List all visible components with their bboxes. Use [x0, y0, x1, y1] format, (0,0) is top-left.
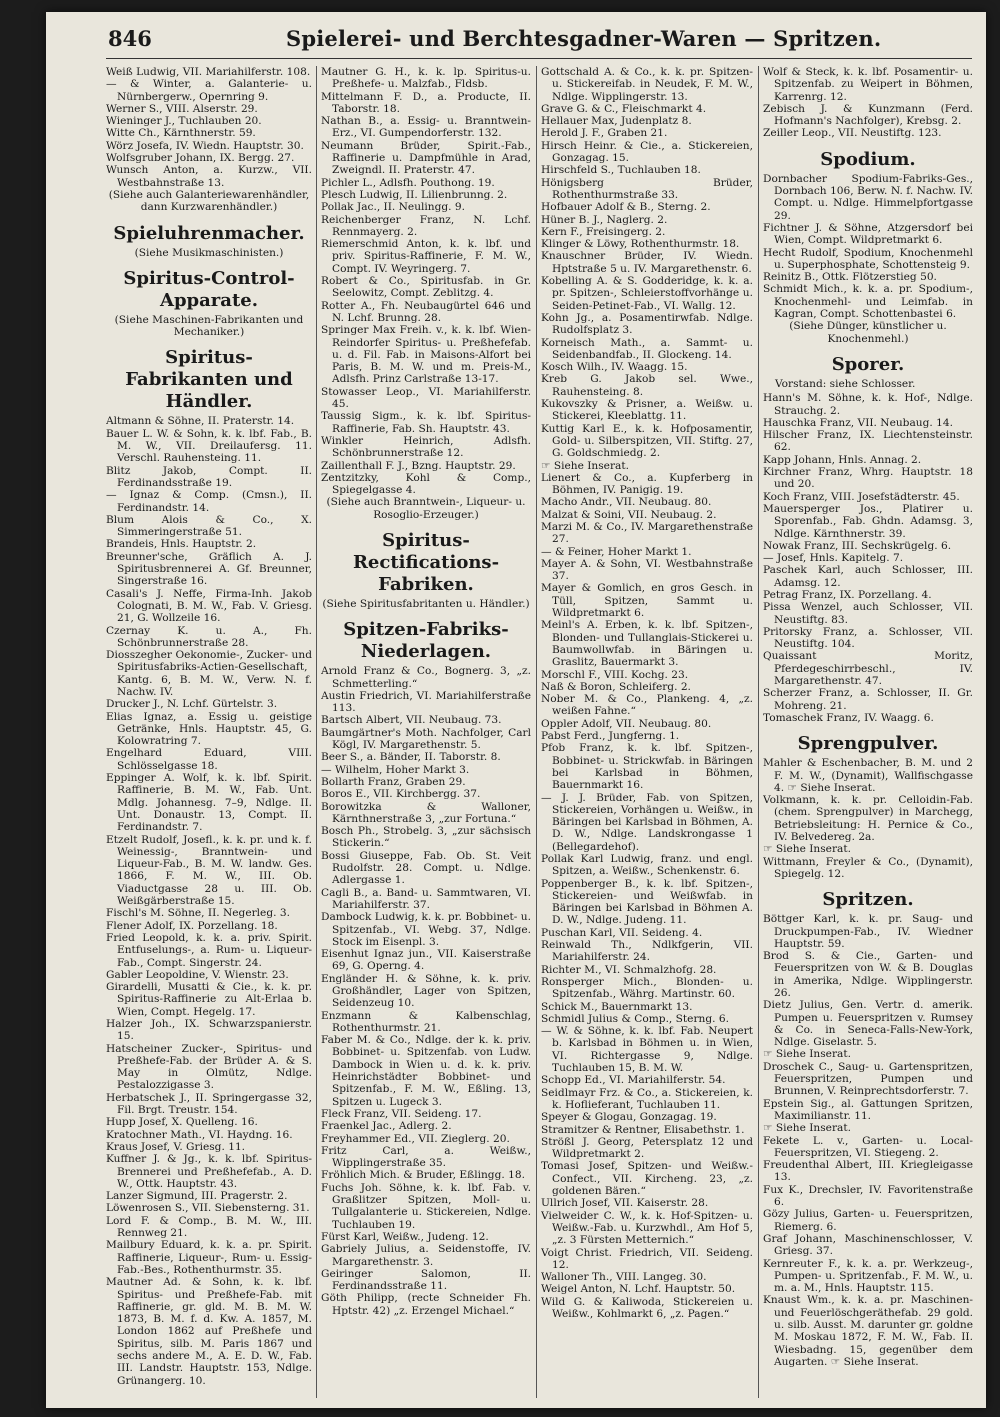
directory-entry: Fritz Carl, a. Weißw., Wipplingerstraße 35. — [321, 1144, 531, 1170]
directory-entry: Weigel Anton, N. Lchf. Hauptstr. 50. — [541, 1283, 736, 1296]
directory-entry: Schmidl Julius & Comp., Sterng. 6. — [541, 1012, 729, 1025]
directory-entry: Geiringer Salomon, II. Ferdinandsstraße 11. — [321, 1267, 531, 1293]
directory-entry: Pollak Karl Ludwig, franz. und engl. Spitzen, a. Weißw., Schenkenstr. 6. — [541, 853, 753, 878]
directory-entry: Blum Alois & Co., X. Simmeringerstraße 51. — [106, 513, 312, 539]
directory-entry: Vielweider C. W., k. k. Hof-Spitzen- u. Weißw.-Fab. u. Kurzwhdl., Am Hof 5, „z. 3 Fürsten Metternich.“ — [541, 1209, 753, 1247]
cross-reference-note: (Siehe auch Branntwein-, Liqueur- u. Rosoglio-Erzeuger.) — [326, 496, 526, 521]
directory-entry: Drucker J., N. Lchf. Gürtelstr. 3. — [106, 698, 278, 711]
directory-entry: Fux K., Drechsler, IV. Favoritenstraße 6. — [763, 1183, 973, 1209]
directory-entry: Eisenhut Ignaz jun., VII. Kaiserstraße 69, G. Operng. 4. — [321, 948, 531, 973]
cross-reference-note: (Siehe Maschinen-Fabrikanten und Mechaniker.) — [114, 313, 304, 339]
directory-entry: Hofbauer Adolf & B., Sterng. 2. — [541, 201, 711, 214]
directory-entry: Gottschald A. & Co., k. k. pr. Spitzen- u. Stickereifab. in Neudek, F. M. W., Ndlge. Wipplingerstr. 13. — [541, 66, 753, 103]
directory-entry: Quaissant Moritz, Pferdegeschirrbeschl., IV. Margarethenstr. 47. — [763, 650, 973, 688]
directory-entry: Blitz Jakob, Compt. II. Ferdinandsstraße 19. — [106, 464, 312, 489]
directory-entry: Wunsch Anton, a. Kurzw., VII. Westbahnstraße 13. — [106, 164, 312, 189]
directory-entry: Wittmann, Freyler & Co., (Dynamit), Spiegelg. 12. — [763, 855, 973, 880]
directory-entry: Morschl F., VIII. Kochg. 23. — [541, 668, 689, 681]
directory-entry: Korneisch Math., a. Sammt- u. Seidenbandfab., II. Glockeng. 14. — [541, 336, 753, 361]
sub-note: Vorstand: siehe Schlosser. — [775, 377, 916, 390]
column-divider — [758, 66, 759, 1398]
directory-entry: Kraus Josef, V. Griesg. 11. — [106, 1140, 246, 1153]
directory-entry: Fekete L. v., Garten- u. Local-Feuerspritzen, VI. Stiegeng. 2. — [763, 1134, 973, 1159]
directory-entry: Malzat & Soini, VII. Neubaug. 2. — [541, 508, 717, 521]
directory-entry: Plesch Ludwig, II. Lilienbrunng. 2. — [321, 188, 508, 201]
directory-entry: Kohn Jg., a. Posamentirwfab. Ndlge. Rudolfsplatz 3. — [541, 311, 753, 337]
directory-entry: Ronsperger Mich., Blonden- u. Spitzenfab., Währg. Martinstr. 60. — [541, 975, 753, 1001]
section-heading: Spiritus-Control-Apparate. — [123, 267, 295, 311]
directory-entry: Kirchner Franz, Whrg. Hauptstr. 18 und 20. — [763, 466, 973, 491]
cross-reference-note: (Siehe Musikmaschinisten.) — [134, 246, 284, 259]
directory-entry: Schmidt Mich., k. k. a. pr. Spodium-, Knochenmehl- und Leimfab. in Kagran, Compt. Schottenbastei 6. — [763, 283, 973, 321]
directory-entry: — Ignaz & Comp. (Cmsn.), II. Ferdinandstr. 14. — [106, 489, 312, 514]
directory-entry: Weiß Ludwig, VII. Mariahilferstr. 108. — [106, 66, 311, 78]
directory-entry: Lanzer Sigmund, III. Pragerstr. 2. — [106, 1190, 288, 1203]
directory-entry: Petrag Franz, IX. Porzellang. 4. — [763, 588, 932, 601]
directory-entry: Göth Philipp, (recte Schneider Fh. Hptstr. 42) „z. Erzengel Michael.“ — [321, 1292, 531, 1317]
directory-entry: Droschek C., Saug- u. Gartenspritzen, Feuerspritzen, Pumpen und Brunnen, V. Reinprechtsdorferstr. 7. — [763, 1060, 973, 1098]
cross-reference-note: (Siehe auch Galanteriewarenhändler, dann Kurzwarenhändler.) — [108, 188, 310, 214]
directory-entry: Cagli B., a. Band- u. Sammtwaren, VI. Mariahilferstr. 37. — [321, 886, 531, 911]
directory-entry: Gabler Leopoldine, V. Wienstr. 23. — [106, 968, 289, 981]
directory-entry: — Josef, Hnls. Kapitelg. 7. — [763, 552, 904, 565]
directory-entry: Voigt Christ. Friedrich, VII. Seideng. 12. — [541, 1246, 753, 1271]
directory-entry: Stowasser Leop., VI. Mariahilferstr. 45. — [321, 385, 531, 411]
directory-entry: Wörz Josefa, IV. Wiedn. Hauptstr. 30. — [106, 139, 304, 152]
directory-entry: Faber M. & Co., Ndlge. der k. k. priv. Bobbinet- u. Spitzenfab. von Ludw. Dambock in Wien u. d. k. k. priv. Heinrichstädter Bobbinet- und Spitzenfab., F. M. W., Eßling. 13, Spitzen u. Lugeck 3. — [321, 1034, 531, 1108]
directory-entry: Paschek Karl, auch Schlosser, III. Adamsg. 12. — [763, 564, 973, 589]
directory-entry: Hirsch Heinr. & Cie., a. Stickereien, Gonzagag. 15. — [541, 139, 753, 165]
directory-entry: — J. J. Brüder, Fab. von Spitzen, Stickereien, Vorhängen u. Weißw., in Bäringen bei Karlsbad in Böhmen, A. D. W., Ndlge. Landskrongasse 1 (Bellegardehof). — [541, 791, 753, 853]
directory-entry: Brandeis, Hnls. Hauptstr. 2. — [106, 538, 257, 551]
directory-entry: Mayer A. & Sohn, VI. Westbahnstraße 37. — [541, 557, 753, 583]
directory-entry: Volkmann, k. k. pr. Celloidin-Fab. (chem. Sprengpulver) in Marchegg, Betriebsleitung: H. Pernice & Co., IV. Belvedereg. 2a. — [763, 794, 973, 844]
directory-entry: ☞ Siehe Inserat. — [763, 1122, 851, 1135]
directory-entry: ☞ Siehe Inserat. — [763, 843, 851, 856]
directory-entry: Gözy Julius, Garten- u. Feuerspritzen, Riemerg. 6. — [763, 1208, 973, 1233]
directory-entry: Brod S. & Cie., Garten- und Feuerspritzen von W. & B. Douglas in Amerika, Ndlge. Wipplingerstr. 26. — [763, 950, 973, 999]
directory-entry: Zebisch J. & Kunzmann (Ferd. Hofmann's Nachfolger), Krebsg. 2. — [763, 102, 973, 128]
directory-entry: Enzmann & Kalbenschlag, Rothenthurmstr. 21. — [321, 1009, 531, 1034]
directory-entry: Zeiller Leop., VII. Neustiftg. 123. — [763, 127, 942, 140]
directory-entry: Scherzer Franz, a. Schlosser, II. Gr. Mohreng. 21. — [763, 687, 973, 712]
directory-entry: Kuttig Karl E., k. k. Hofposamentir, Gold- u. Silberspitzen, VII. Stiftg. 27, G. Goldschmiedg. 2. — [541, 422, 753, 460]
directory-entry: Pritorsky Franz, a. Schlosser, VII. Neustiftg. 104. — [763, 625, 973, 651]
directory-entry: Dietz Julius, Gen. Vertr. d. amerik. Pumpen u. Feuerspritzen v. Rumsey & Co. in Seneca-Falls-New-York, Ndlge. Giselastr. 5. — [763, 999, 973, 1049]
directory-entry: Puschan Karl, VII. Seideng. 4. — [541, 926, 703, 939]
directory-entry: Hüner B. J., Naglerg. 2. — [541, 213, 668, 226]
directory-entry: Wieninger J., Tuchlauben 20. — [106, 115, 262, 128]
directory-entry: Mittelmann F. D., a. Producte, II. Taborstr. 18. — [321, 90, 531, 115]
directory-entry: Speyer & Glogau, Gonzagag. 19. — [541, 1111, 717, 1124]
directory-entry: Mahler & Eschenbacher, B. M. und 2 F. M. W., (Dynamit), Wallfischgasse 4. ☞ Siehe Inserat. — [763, 757, 973, 794]
directory-entry: Ullrich Josef, VII. Kaiserstr. 28. — [541, 1197, 709, 1210]
section-heading: Spiritus-Rectifications-Fabriken. — [352, 529, 500, 595]
directory-entry: Schick M., Bauernmarkt 13. — [541, 1000, 693, 1013]
page-header — [46, 12, 986, 60]
directory-entry: Kratochner Math., VI. Haydng. 16. — [106, 1128, 293, 1141]
cross-reference-note: (Siehe Spiritusfabritanten u. Händler.) — [322, 597, 530, 610]
directory-entry: Kosch Wilh., IV. Waagg. 15. — [541, 361, 688, 374]
directory-entry: Seidlmayr Frz. & Co., a. Stickereien, k. k. Hoflieferant, Tuchlauben 11. — [541, 1086, 753, 1111]
directory-page — [46, 12, 986, 1408]
directory-entry: Gabriely Julius, a. Seidenstoffe, IV. Margarethenstr. 3. — [321, 1243, 531, 1268]
directory-entry: Bartsch Albert, VII. Neubaug. 73. — [321, 714, 502, 727]
directory-entry: Tomasi Josef, Spitzen- und Weißw.-Confect., VII. Kircheng. 23, „z. goldenen Bären.“ — [541, 1160, 753, 1198]
directory-entry: Klinger & Löwy, Rothenthurmstr. 18. — [541, 238, 740, 251]
page-number: 846 — [108, 26, 152, 51]
directory-entry: ☞ Siehe Inserat. — [763, 1048, 851, 1061]
directory-entry: Macho Andr., VII. Neubaug. 80. — [541, 496, 712, 509]
directory-entry: Mautner Ad. & Sohn, k. k. lbf. Spiritus- und Preßhefe-Fab. mit Raffinerie, gr. gld. M. B. M. W. 1873, B. M. f. d. Kw. A. 1857, M. London 1862 auf Preßhefe und Spiritus, silb. M. Paris 1867 und sechs andere M., A. E. D. W., Fab. III. Landstr. Hauptstr. 153, Ndlge. Grünangerg. 10. — [106, 1276, 312, 1387]
directory-entry: Kukovszky & Prisner, a. Weißw. u. Stickerei, Kleeblattg. 11. — [541, 398, 753, 423]
directory-entry: Freudenthal Albert, III. Kriegleigasse 13. — [763, 1159, 973, 1184]
directory-entry: Wolf & Steck, k. k. lbf. Posamentir- u. Spitzenfab. zu Weipert in Böhmen, Karrenrg. 12. — [763, 66, 973, 103]
directory-entry: Mailbury Eduard, k. k. a. pr. Spirit. Raffinerie, Liqueur-, Rum- u. Essig-Fab.-Bes., Rothenthurmstr. 35. — [106, 1239, 312, 1276]
directory-entry: Baumgärtner's Moth. Nachfolger, Carl Kögl, IV. Margarethenstr. 5. — [321, 726, 531, 752]
directory-entry: Werner S., VIII. Alserstr. 29. — [106, 102, 258, 115]
directory-entry: Breunner'sche, Gräflich A. J. Spiritusbrennerei A. Gf. Breunner, Singerstraße 16. — [106, 550, 312, 588]
directory-entry: Kobelling A. & S. Godderidge, k. k. a. pr. Spitzen-, Schleierstoffvorhänge u. Seiden-Petinet-Fab., VI. Wallg. 12. — [541, 275, 753, 312]
directory-entry: Hellauer Max, Judenplatz 8. — [541, 115, 692, 128]
directory-entry: Kapp Johann, Hnls. Annag. 2. — [763, 453, 922, 466]
directory-entry: Fröhlich Mich. & Bruder, Eßlingg. 18. — [321, 1169, 525, 1182]
directory-entry: Pabst Ferd., Jungferng. 1. — [541, 730, 680, 743]
directory-entry: Poppenberger B., k. k. lbf. Spitzen-, Stickereien- und Weißwfab. in Bäringen bei Karlsbad in Böhmen A. D. W., Ndlge. Judeng. 11. — [541, 877, 753, 927]
directory-entry: Taussig Sigm., k. k. lbf. Spiritus-Raffinerie, Fab. Sh. Hauptstr. 43. — [321, 410, 531, 435]
column-divider — [316, 66, 317, 1398]
directory-entry: Fischl's M. Söhne, II. Negerleg. 3. — [106, 907, 290, 920]
directory-entry: Neumann Brüder, Spirit.-Fab., Raffinerie u. Dampfmühle in Arad, Zweigndl. II. Praterstr. 47. — [321, 139, 531, 177]
directory-entry: Pfob Franz, k. k. lbf. Spitzen-, Bobbinet- u. Strickwfab. in Bäringen bei Karlsbad in Böhmen, Bauernmarkt 16. — [541, 742, 753, 792]
section-heading: Spitzen-Fabriks-Niederlagen. — [343, 619, 509, 663]
directory-entry: Böttger Karl, k. k. pr. Saug- und Druckpumpen-Fab., IV. Wiedner Hauptstr. 59. — [763, 913, 973, 950]
directory-entry: Arnold Franz & Co., Bognerg. 3, „z. Schmetterling.“ — [321, 665, 531, 690]
directory-entry: Fichtner J. & Söhne, Atzgersdorf bei Wien, Compt. Wildpretmarkt 6. — [763, 221, 973, 247]
directory-entry: Robert & Co., Spiritusfab. in Gr. Seelowitz, Compt. Zeblitzg. 4. — [321, 275, 531, 300]
directory-entry: Strößl J. Georg, Petersplatz 12 und Wildpretmarkt 2. — [541, 1135, 753, 1161]
directory-entry: Altmann & Söhne, II. Praterstr. 14. — [106, 415, 295, 428]
directory-entry: Zaillenthall F. J., Bzng. Hauptstr. 29. — [321, 459, 516, 472]
directory-entry: Bosch Ph., Strobelg. 3, „zur sächsisch Stickerin.“ — [321, 825, 531, 850]
directory-entry: Hann's M. Söhne, k. k. Hof-, Ndlge. Strauchg. 2. — [763, 392, 973, 417]
directory-entry: Nober M. & Co., Plankeng. 4, „z. weißen Fahne.“ — [541, 693, 753, 718]
directory-entry: Halzer Joh., IX. Schwarzspanierstr. 15. — [106, 1018, 312, 1043]
directory-entry: Bollarth Franz, Graben 29. — [321, 775, 466, 788]
directory-entry: Walloner Th., VIII. Langeg. 30. — [541, 1271, 707, 1284]
section-heading: Spritzen. — [822, 889, 914, 911]
directory-entry: Löwenrosen S., VII. Siebensterng. 31. — [106, 1202, 310, 1215]
directory-entry: Naß & Boron, Schleiferg. 2. — [541, 680, 691, 693]
directory-entry: — & Feiner, Hoher Markt 1. — [541, 545, 692, 558]
directory-entry: ☞ Siehe Inserat. — [541, 459, 629, 472]
directory-entry: Epstein Sig., al. Gattungen Spritzen, Maximilianstr. 11. — [763, 1097, 973, 1122]
directory-entry: Herbatschek J., II. Springergasse 32, Fil. Brgt. Treustr. 154. — [106, 1091, 312, 1117]
directory-entry: Etzelt Rudolf, Josefl., k. k. pr. und k. f. Weinessig-, Branntwein- und Liqueur-Fab., B. M. W. landw. Ges. 1866, F. M. W., III. Ob. Viaductgasse 28 u. III. Ob. Weißgärberstraße 15. — [106, 833, 312, 908]
directory-entry: Hauschka Franz, VII. Neubaug. 14. — [763, 416, 953, 429]
directory-entry: Knaust Wm., k. k. a. pr. Maschinen- und Feuerlöschgeräthefab. 29 gold. u. silb. Ausst. M. darunter gr. goldne M. Moskau 1872, F. M. W., Fab. II. Wiesbadng. 15, gegenüber dem Augarten. ☞ Siehe Inserat. — [763, 1294, 973, 1368]
directory-entry: Pissa Wenzel, auch Schlosser, VII. Neustiftg. 83. — [763, 601, 973, 626]
directory-entry: Rotter A., Fh. Neubaugürtel 646 und N. Lchf. Brunng. 28. — [321, 299, 531, 324]
directory-entry: Fraenkel Jac., Adlerg. 2. — [321, 1120, 452, 1133]
directory-entry: Reichenberger Franz, N. Lchf. Rennmayerg. 2. — [321, 213, 531, 238]
directory-entry: Wolfsgruber Johann, IX. Bergg. 27. — [106, 152, 295, 165]
directory-entry: Kuffner J. & Jg., k. k. lbf. Spiritus-Brennerei und Preßhefefab., A. D. W., Ottk. Hauptstr. 43. — [106, 1153, 312, 1190]
directory-entry: — & Winter, a. Galanterie- u. Nürnbergerw., Opernring 9. — [106, 78, 312, 103]
directory-entry: Bauer L. W. & Sohn, k. k. lbf. Fab., B. M. W., VII. Dreilaufersg. 11. Verschl. Rauhensteing. 11. — [106, 427, 312, 465]
cross-reference-note: (Siehe Dünger, künstlicher u. Knochenmehl.) — [789, 320, 947, 345]
directory-entry: Hirschfeld S., Tuchlauben 18. — [541, 164, 701, 177]
directory-entry: Hilscher Franz, IX. Liechtensteinstr. 62. — [763, 429, 973, 454]
directory-entry: Nathan B., a. Essig- u. Branntwein-Erz., VI. Gumpendorferstr. 132. — [321, 115, 531, 140]
directory-entry: Elias Ignaz, a. Essig u. geistige Getränke, Hnls. Hauptstr. 45, G. Kolowratring 7. — [106, 710, 312, 748]
directory-entry: Nowak Franz, III. Sechskrügelg. 6. — [763, 539, 952, 552]
directory-entry: Borowitzka & Walloner, Kärnthnerstraße 3, „zur Fortuna.“ — [321, 800, 531, 825]
directory-entry: Pollak Jac., II. Neulingg. 9. — [321, 201, 466, 214]
page-title: Spielerei- und Berchtesgadner-Waren — Spritzen. — [286, 26, 882, 51]
column-4 — [763, 66, 973, 1402]
directory-entry: Marzi M. & Co., IV. Margarethenstraße 27. — [541, 520, 753, 546]
directory-entry: Dambock Ludwig, k. k. pr. Bobbinet- u. Spitzenfab., VI. Webg. 37, Ndlge. Stock im Eisenpl. 3. — [321, 911, 531, 948]
directory-entry: Wild G. & Kaliwoda, Stickereien u. Weißw., Kohlmarkt 6, „z. Pagen.“ — [541, 1295, 753, 1320]
column-1 — [106, 66, 312, 1402]
directory-entry: Kreb G. Jakob sel. Wwe., Rauhensteing. 8. — [541, 373, 753, 398]
directory-entry: Tomaschek Franz, IV. Waagg. 6. — [763, 711, 934, 724]
directory-entry: Freyhammer Ed., VII. Zieglerg. 20. — [321, 1132, 510, 1145]
directory-entry: Engländer H. & Söhne, k. k. priv. Großhändler, Lager von Spitzen, Seidenzeug 10. — [321, 972, 531, 1010]
directory-entry: Fleck Franz, VII. Seideng. 17. — [321, 1107, 482, 1120]
directory-entry: Flener Adolf, IX. Porzellang. 18. — [106, 919, 278, 932]
directory-entry: Mauersperger Jos., Platirer u. Sporenfab., Fab. Ghdn. Adamsg. 3, Ndlge. Kärnthnerstr. 39. — [763, 502, 973, 540]
directory-entry: Girardelli, Musatti & Cie., k. k. pr. Spiritus-Raffinerie zu Alt-Erlaa b. Wien, Compt. Hegelg. 17. — [106, 981, 312, 1018]
directory-entry: Beer S., a. Bänder, II. Taborstr. 8. — [321, 751, 501, 764]
directory-entry: Koch Franz, VIII. Josefstädterstr. 45. — [763, 490, 960, 503]
directory-entry: Lord F. & Comp., B. M. W., III. Rennweg 21. — [106, 1214, 312, 1240]
directory-entry: Winkler Heinrich, Adlsfh. Schönbrunnerstraße 12. — [321, 434, 531, 460]
section-heading: Sporer. — [831, 353, 905, 375]
directory-entry: Lienert & Co., a. Kupferberg in Böhmen, IV. Panigig. 19. — [541, 471, 753, 497]
directory-entry: Czernay K. u. A., Fh. Schönbrunnerstraße 28. — [106, 624, 312, 649]
directory-entry: Fuchs Joh. Söhne, k. k. lbf. Fab. v. Graßlitzer Spitzen, Moll- u. Tullgalanterie u. Stickereien, Ndlge. Tuchlauben 19. — [321, 1181, 531, 1231]
section-heading: Spiritus-Fabrikanten und Händler. — [125, 347, 293, 413]
directory-entry: Grave G. & C., Fleischmarkt 4. — [541, 102, 707, 115]
directory-entry: Knauschner Brüder, IV. Wiedn. Hptstraße 5 u. IV. Margarethenstr. 6. — [541, 250, 753, 275]
directory-entry: Fried Leopold, k. k. a. priv. Spirit. Entfuselungs-, a. Rum- u. Liqueur-Fab., Compt. Singerstr. 24. — [106, 931, 312, 969]
directory-entry: Richter M., VI. Schmalzhofg. 28. — [541, 963, 717, 976]
section-heading: Spodium. — [820, 148, 916, 170]
directory-entry: Reinwald Th., Ndlkfgerin, VII. Mariahilferstr. 24. — [541, 939, 753, 964]
column-3 — [541, 66, 753, 1402]
directory-entry: Springer Max Freih. v., k. k. lbf. Wien-Reindorfer Spiritus- u. Preßhefefab. u. d. Fil. Fab. in Maisons-Alfort bei Paris, B. M. W. und m. Preis-M., Adlsfh. Prinz Carlstraße 13-17. — [321, 324, 531, 386]
directory-entry: Schopp Ed., VI. Mariahilferstr. 54. — [541, 1074, 726, 1087]
directory-entry: Meinl's A. Erben, k. k. lbf. Spitzen-, Blonden- und Tullanglais-Stickerei u. Baumwollwfab. in Bäringen u. Graslitz, Bauermarkt 3. — [541, 619, 753, 669]
column-divider — [536, 66, 537, 1398]
directory-entry: Hönigsberg Brüder, Rothenthurmstraße 33. — [541, 176, 753, 201]
directory-entry: Bossi Giuseppe, Fab. Ob. St. Veit Rudolfstr. 28. Compt. u. Ndlge. Adlergasse 1. — [321, 849, 531, 887]
directory-entry: Mayer & Gomlich, en gros Gesch. in Tüll, Spitzen, Sammt u. Wildpretmarkt 6. — [541, 582, 753, 620]
directory-entry: — W. & Söhne, k. k. lbf. Fab. Neupert b. Karlsbad in Böhmen u. in Wien, VI. Richtergasse 9, Ndlge. Tuchlauben 15, B. M. W. — [541, 1025, 753, 1075]
directory-entry: Oppler Adolf, VII. Neubaug. 80. — [541, 717, 712, 730]
directory-entry: Kern F., Freisingerg. 2. — [541, 225, 666, 238]
directory-entry: — Wilhelm, Hoher Markt 3. — [321, 763, 470, 776]
header-rule — [106, 58, 972, 59]
directory-entry: Eppinger A. Wolf, k. k. lbf. Spirit. Raffinerie, B. M. W., Fab. Unt. Mdlg. Johannesg. 7–9, Ndlge. II. Unt. Donaustr. 13, Compt. II. Ferdinandstr. 7. — [106, 772, 312, 834]
directory-entry: Boros E., VII. Kirchbergg. 37. — [321, 788, 481, 801]
directory-entry: Casali's J. Neffe, Firma-Inh. Jakob Colognati, B. M. W., Fab. V. Griesg. 21, G. Wollzeile 16. — [106, 587, 312, 625]
directory-entry: Hupp Josef, X. Quelleng. 16. — [106, 1116, 258, 1129]
directory-entry: Pichler L., Adlsfh. Pouthong. 19. — [321, 176, 495, 189]
directory-entry: Hecht Rudolf, Spodium, Knochenmehl u. Superphosphate, Schottensteig 9. — [763, 246, 973, 271]
directory-entry: Witte Ch., Kärnthnerstr. 59. — [106, 127, 256, 140]
directory-entry: Dornbacher Spodium-Fabriks-Ges., Dornbach 106, Berw. N. f. Nachw. IV. Compt. u. Ndlge. Himmelpfortgasse 29. — [763, 172, 973, 222]
directory-entry: Austin Friedrich, VI. Mariahilferstraße 113. — [321, 689, 531, 715]
column-2 — [321, 66, 531, 1402]
directory-entry: Fürst Karl, Weißw., Judeng. 12. — [321, 1230, 489, 1243]
directory-entry: Reinitz B., Ottk. Flötzerstieg 50. — [763, 271, 937, 284]
directory-entry: Mautner G. H., k. k. lp. Spiritus-u. Preßhefe- u. Malzfab., Fldsb. — [321, 66, 531, 91]
directory-entry: Zentzitzky, Kohl & Comp., Spiegelgasse 4. — [321, 471, 531, 497]
directory-entry: Engelhard Eduard, VIII. Schlösselgasse 18. — [106, 747, 312, 772]
directory-entry: Stramitzer & Rentner, Elisabethstr. 1. — [541, 1123, 745, 1136]
directory-entry: Herold J. F., Graben 21. — [541, 127, 668, 140]
directory-entry: Riemerschmid Anton, k. k. lbf. und priv. Spiritus-Raffinerie, F. M. W., Compt. IV. Weyringerg. 7. — [321, 238, 531, 275]
directory-entry: Hatscheiner Zucker-, Spiritus- und Preßhefe-Fab. der Brüder A. & S. May in Olmütz, Ndlge. Pestalozzigasse 3. — [106, 1042, 312, 1092]
directory-entry: Graf Johann, Maschinenschlosser, V. Griesg. 37. — [763, 1232, 973, 1258]
directory-entry: Diosszegher Oekonomie-, Zucker- und Spiritusfabriks-Actien-Gesellschaft, Kantg. 6, B. M. W., Verw. N. f. Nachw. IV. — [106, 649, 312, 698]
directory-entry: Kernreuter F., k. k. a. pr. Werkzeug-, Pumpen- u. Spritzenfab., F. M. W., u. m. a. M., Hnls. Hauptstr. 115. — [763, 1257, 973, 1295]
section-heading: Spieluhrenmacher. — [113, 222, 305, 244]
section-heading: Sprengpulver. — [797, 733, 939, 755]
